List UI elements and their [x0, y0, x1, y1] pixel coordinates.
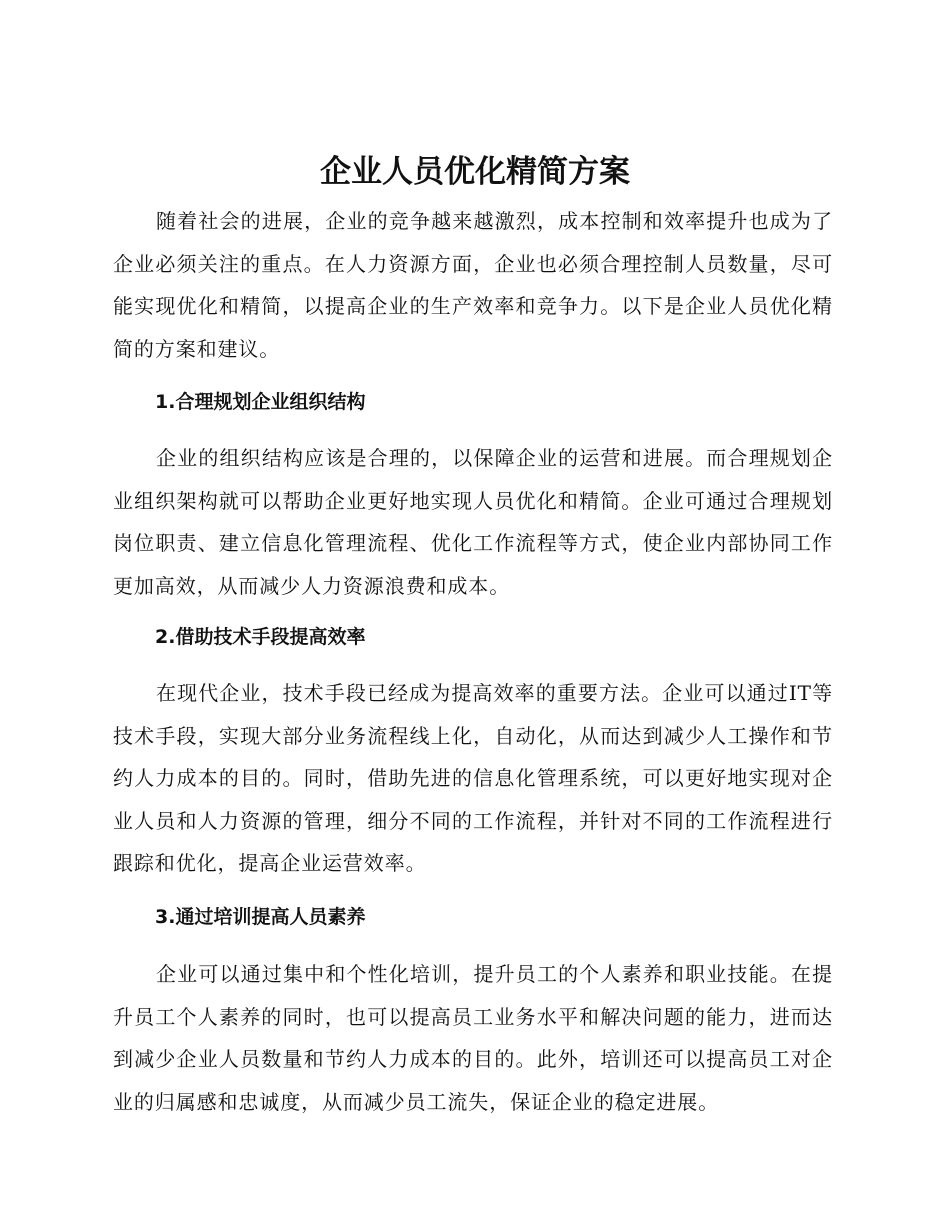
section-body-1: 企业的组织结构应该是合理的，以保障企业的运营和进展。而合理规划企业组织架构就可以帮助企业更好地实现人员优化和精简。企业可通过合理规划岗位职责、建立信息化管理流程、优化工作流程等方式，使企业内部协同工作更加高效，从而减少人力资源浪费和成本。 — [113, 446, 833, 598]
intro-paragraph: 随着社会的进展，企业的竞争越来越激烈，成本控制和效率提升也成为了企业必须关注的重点。在人力资源方面，企业也必须合理控制人员数量，尽可能实现优化和精简，以提高企业的生产效率和竞争力。以下是企业人员优化精简的方案和建议。 — [113, 209, 833, 361]
section-heading-3: 3.通过培训提高人员素养 — [155, 906, 366, 928]
section-heading-2: 2.借助技术手段提高效率 — [155, 626, 366, 648]
section-body-2: 在现代企业，技术手段已经成为提高效率的重要方法。企业可以通过IT等技术手段，实现大部分业务流程线上化，自动化，从而达到减少人工操作和节约人力成本的目的。同时，借助先进的信息化管理系统，可以更好地实现对企业人员和人力资源的管理，细分不同的工作流程，并针对不同的工作流程进行跟踪和优化，提高企业运营效率。 — [113, 681, 833, 875]
section-heading-1: 1.合理规划企业组织结构 — [155, 391, 366, 413]
document-title: 企业人员优化精简方案 — [320, 154, 630, 190]
section-body-3: 企业可以通过集中和个性化培训，提升员工的个人素养和职业技能。在提升员工个人素养的同时，也可以提高员工业务水平和解决问题的能力，进而达到减少企业人员数量和节约人力成本的目的。此外，培训还可以提高员工对企业的归属感和忠诚度，从而减少员工流失，保证企业的稳定进展。 — [113, 962, 833, 1114]
